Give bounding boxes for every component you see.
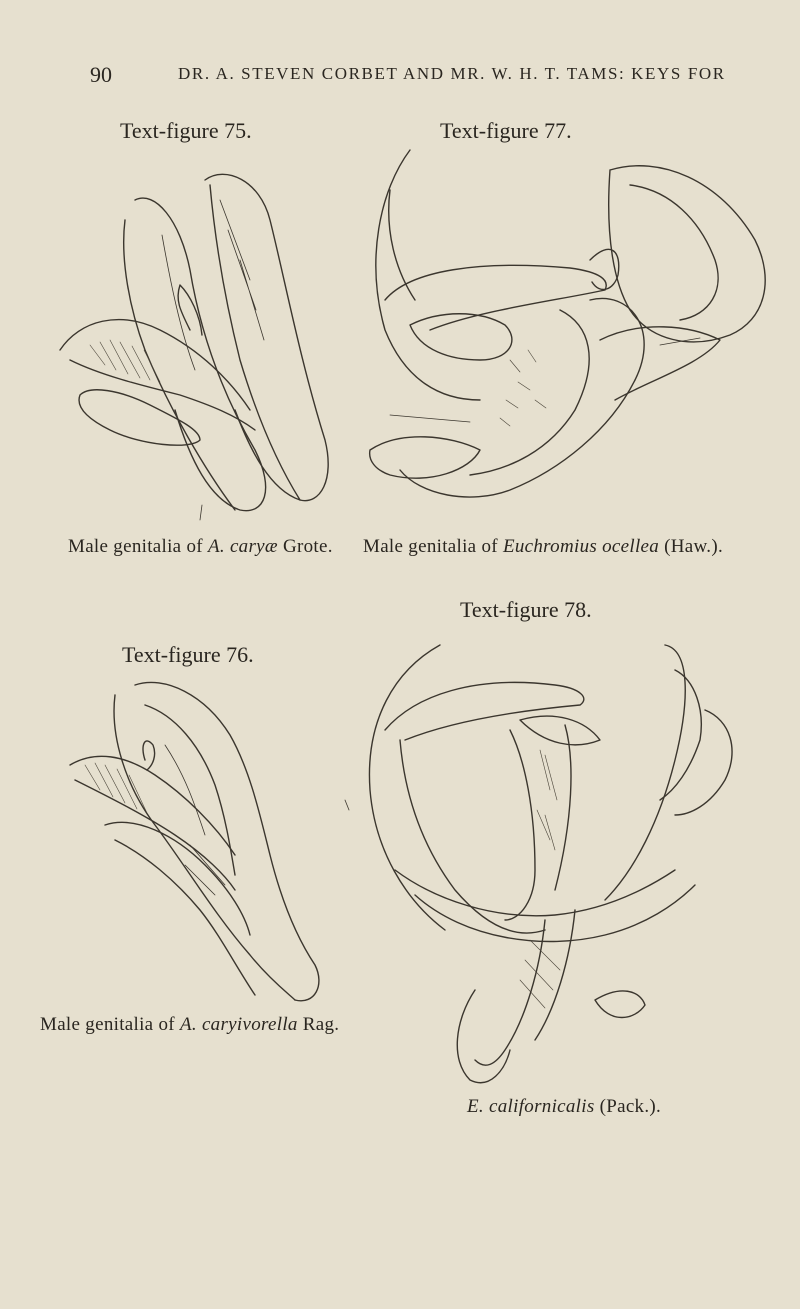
figure-75-caption-prefix: Male genitalia of <box>68 536 208 557</box>
page-number: 90 <box>90 62 112 87</box>
page-header <box>0 62 800 92</box>
figure-76-caption-suffix: Rag. <box>297 1014 340 1035</box>
figure-77-caption-suffix: (Haw.). <box>659 536 724 557</box>
figure-76-caption-prefix: Male genitalia of <box>40 1014 180 1035</box>
figure-75-drawing <box>50 160 350 530</box>
figure-78-caption-species: E. californicalis <box>467 1096 595 1117</box>
figure-78-drawing <box>345 640 755 1090</box>
figure-77-drawing <box>360 150 770 520</box>
figure-75-caption-species: A. caryæ <box>207 536 278 557</box>
figure-76-caption <box>40 1014 339 1036</box>
figure-75-caption <box>68 536 333 558</box>
figure-78-caption-suffix: (Pack.). <box>594 1096 662 1117</box>
figure-76-title: Text-figure 76. <box>122 642 254 667</box>
running-head: DR. A. STEVEN CORBET AND MR. W. H. T. TAMS: KEYS FOR <box>178 64 726 83</box>
figure-76-caption-species: A. caryivorella <box>179 1014 298 1035</box>
figure-76-drawing <box>55 675 335 1010</box>
figure-75-caption-suffix: Grote. <box>277 536 333 557</box>
figure-77-caption <box>363 536 723 558</box>
figure-78-caption <box>467 1096 661 1118</box>
figure-78-title: Text-figure 78. <box>460 597 592 622</box>
figure-75-title: Text-figure 75. <box>120 118 252 143</box>
figure-77-caption-prefix: Male genitalia of <box>363 536 503 557</box>
figure-77-caption-species: Euchromius ocellea <box>502 536 660 557</box>
figure-77-title: Text-figure 77. <box>440 118 572 143</box>
